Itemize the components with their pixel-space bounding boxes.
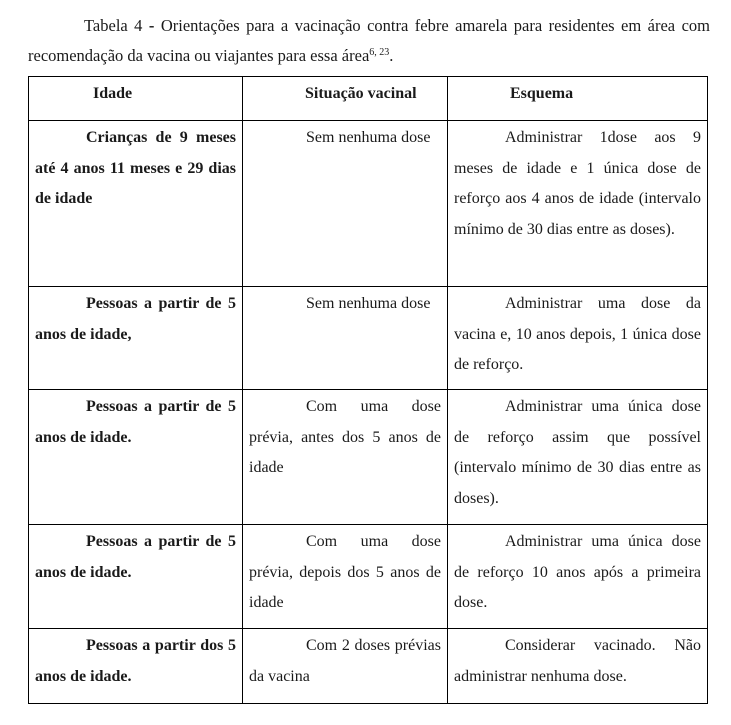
cell-idade — [29, 121, 243, 287]
cell-idade-text: Crianças de 9 meses até 4 anos 11 meses e 29 dias de idade — [35, 129, 236, 207]
table-header-row — [29, 77, 708, 121]
cell-situacao — [243, 287, 448, 390]
header-esquema: Esquema — [448, 77, 708, 121]
cell-esquema — [448, 287, 708, 390]
cell-idade-text: Pessoas a partir de 5 anos de idade. — [35, 398, 236, 446]
cell-esquema-text: Administrar 1dose aos 9 meses de idade e 1 única dose de reforço aos 4 anos de idade (intervalo mínimo de 30 dias entre as doses). — [454, 129, 701, 238]
cell-esquema — [448, 390, 708, 525]
cell-idade-text: Pessoas a partir de 5 anos de idade. — [35, 533, 236, 581]
cell-idade — [29, 525, 243, 629]
cell-idade — [29, 287, 243, 390]
caption-dash: - — [148, 16, 155, 35]
cell-esquema-text: Considerar vacinado. Não administrar nenhuma dose. — [454, 637, 701, 685]
cell-situacao — [243, 390, 448, 525]
cell-idade — [29, 629, 243, 704]
cell-situacao — [243, 525, 448, 629]
cell-esquema-text: Administrar uma única dose de reforço 10 anos após a primeira dose. — [454, 533, 701, 611]
table-caption — [28, 11, 710, 71]
cell-idade-text: Pessoas a partir de 5 anos de idade, — [35, 295, 236, 343]
caption-references: 6, 23 — [369, 47, 390, 58]
header-idade: Idade — [29, 77, 243, 121]
cell-situacao-text: Sem nenhuma dose — [306, 295, 431, 312]
table-row — [29, 629, 708, 704]
table-row — [29, 121, 708, 287]
cell-idade-text: Pessoas a partir dos 5 anos de idade. — [35, 637, 236, 685]
cell-situacao — [243, 121, 448, 287]
cell-idade — [29, 390, 243, 525]
cell-esquema-text: Administrar uma única dose de reforço assim que possível (intervalo mínimo de 30 dias entre as doses). — [454, 398, 701, 507]
cell-esquema-text: Administrar uma dose da vacina e, 10 anos depois, 1 única dose de reforço. — [454, 295, 701, 373]
cell-esquema — [448, 629, 708, 704]
header-situacao-vacinal: Situação vacinal — [243, 77, 448, 121]
cell-situacao-text: Com uma dose prévia, antes dos 5 anos de idade — [249, 398, 441, 476]
cell-situacao-text: Sem nenhuma dose — [306, 129, 431, 146]
cell-situacao-text: Com uma dose prévia, depois dos 5 anos de idade — [249, 533, 441, 611]
cell-esquema — [448, 121, 708, 287]
cell-situacao — [243, 629, 448, 704]
cell-esquema — [448, 525, 708, 629]
cell-situacao-text: Com 2 doses prévias da vacina — [249, 637, 441, 685]
table-row — [29, 287, 708, 390]
caption-text: Orientações para a vacinação contra febre amarela para residentes em área com recomendação da vacina ou viajantes para essa área — [28, 16, 710, 65]
table-row — [29, 525, 708, 629]
table-row — [29, 390, 708, 525]
caption-end: . — [389, 46, 394, 65]
vaccination-table — [28, 76, 708, 704]
caption-label: Tabela 4 — [84, 16, 149, 35]
